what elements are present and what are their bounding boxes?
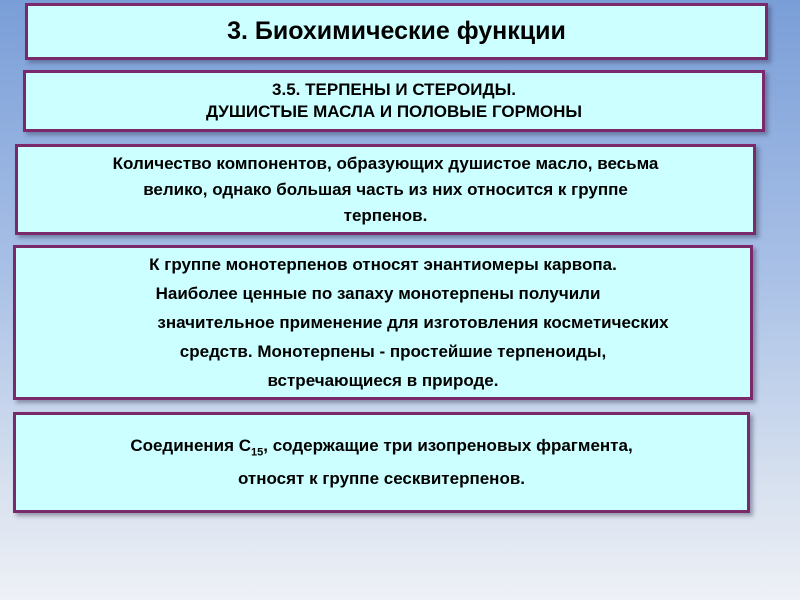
slide-title-box (25, 3, 768, 60)
section-heading-box (23, 70, 765, 132)
paragraph-oils-line-1: Количество компонентов, образующих душистое масло, весьма (112, 153, 659, 173)
paragraph-monoterpenes-line-4: средств. Монотерпены - простейшие терпеноиды, (179, 342, 607, 361)
paragraph-monoterpenes-line-2: Наиболее ценные по запаху монотерпены получили (155, 284, 601, 303)
paragraph-oils-line-2: велико, однако большая часть из них относится к группе (143, 179, 628, 199)
paragraph-monoterpenes-line-1: К группе монотерпенов относят энантиомеры карвопа. (149, 255, 617, 274)
formula-subscript: 15 (251, 446, 264, 459)
paragraph-monoterpenes-box (13, 245, 753, 400)
paragraph-monoterpenes-line-5: встречающиеся в природе. (267, 371, 499, 390)
paragraph-sesquiterpenes-line-2: относят к группе сесквитерпенов. (237, 468, 526, 488)
section-heading-line-1: 3.5. ТЕРПЕНЫ И СТЕРОИДЫ. (272, 80, 516, 99)
section-heading-line-2: ДУШИСТЫЕ МАСЛА И ПОЛОВЫЕ ГОРМОНЫ (205, 102, 583, 121)
paragraph-oils-line-3: терпенов. (343, 205, 428, 225)
formula-suffix: , содержащие три изопреновых фрагмента, (263, 436, 633, 456)
paragraph-sesquiterpenes-box (13, 412, 750, 513)
slide-title: 3. Биохимические функции (227, 17, 566, 45)
paragraph-oils-box (15, 144, 756, 235)
paragraph-sesquiterpenes-line-1 (130, 433, 632, 465)
formula-prefix: Соединения С (130, 436, 252, 456)
paragraph-monoterpenes-line-3: значительное применение для изготовления косметических (157, 313, 669, 332)
